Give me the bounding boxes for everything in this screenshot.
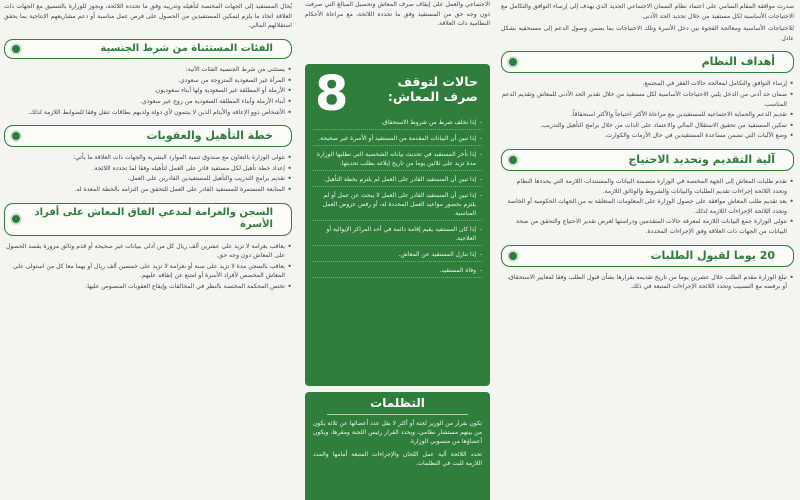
list-item: - إذا تبين أن المستفيد القادر على العمل لا يبحث عن عمل أو لم يلتزم بحضور مواعيد العمل المحددة له، أو رفض عروض العمل المناسبة. (313, 191, 482, 221)
list-item: • ضمان حد أدنى من الدخل يلبي الاحتياجات الأساسية لكل مستفيد من خلال تقدير الحد الأدنى للمعاش وتقديم الدعم المناسب. (501, 90, 794, 109)
stop-cases-list (313, 118, 482, 278)
section-title: الفئات المستثناة من شرط الجنسية (100, 42, 273, 54)
list-item: - وفاة المستفيد. (313, 266, 482, 278)
list-item: • تقديم برامج التدريب والتأهيل للمستفيدين القادرين على العمل. (4, 174, 292, 184)
list-item: • إعداد خطة تأهيل لكل مستفيد قادر على العمل لتأهيله وفقا لما تحدده اللائحة. (4, 164, 292, 174)
grievances-panel (305, 392, 490, 500)
paragraph: للاحتياجات الأساسية ومعالجة الفجوة بين دخل الأسرة وتلك الاحتياجات بما يضمن وصول الدعم إلى مستحقيه بشكل عادل (501, 25, 794, 42)
penalty-list (4, 242, 292, 292)
mechanism-list (501, 177, 794, 237)
list-item: - إذا تبين أن المستفيد القادر على العمل لم يلتزم بخطة التأهيل. (313, 175, 482, 187)
bullet-dot-icon (507, 154, 519, 166)
list-item: • وضع الآليات التي تضمن مساعدة المستفيدين في حال الأزمات والكوارث. (501, 131, 794, 141)
panel-title-line: حالات لتوقف (397, 74, 478, 89)
section-title: آلية التقديم وتحديد الاحتياج (628, 152, 775, 166)
rehab-list (4, 153, 292, 194)
section-header-goals (501, 51, 794, 73)
section-header-exempt-groups (4, 39, 292, 60)
list-item: • تبلغ الوزارة مقدم الطلب خلال عشرين يوما من تاريخ تقديمه بقرارها بشأن قبول الطلب وفقا لمعايير الاستحقاق، أو برفضه مع التسبيب وتحدد اللائحة الإجراءات المتبعة في ذلك. (501, 273, 794, 292)
list-item: • الأرملة أو المطلقة غير السعودية ولها أبناء سعوديون. (4, 86, 292, 96)
paragraph: صدرت موافقة المقام السامي على اعتماد نظام الضمان الاجتماعي الجديد الذي يهدف إلى إرساء التوافق والتكامل مع الاحتياجات الأساسية لكل مستفيد من خلال تحديد الحد الأدنى (501, 3, 794, 20)
panel-title-line: صرف المعاش: (387, 89, 478, 104)
stop-cases-panel (305, 64, 490, 386)
panel-number: 8 (315, 66, 349, 122)
section-title: 20 يوما لقبول الطلبات (650, 248, 775, 262)
left-intro (4, 0, 292, 31)
bullet-dot-icon (507, 56, 519, 68)
list-item: - إذا كان المستفيد يقيم إقامة دائمة في أحد المراكز الإيوائية أو العلاجية. (313, 225, 482, 246)
bullet-dot-icon (10, 213, 22, 225)
bullet-dot-icon (10, 43, 22, 55)
list-item: • إرساء التوافق والتكامل لمعالجة حالات الفقر في المجتمع. (501, 79, 794, 89)
panel-title: التظلمات (327, 396, 468, 415)
list-item: • يعد تقديم طلب المعاش موافقة على حصول الوزارة على المعلومات المتعلقة به من الجهات الحكومية أو الخاصة وتحدد اللائحة الإجراءات اللازمة لذلك. (501, 197, 794, 216)
left-column (0, 0, 300, 500)
section-title: أهداف النظام (701, 55, 775, 69)
section-header-mechanism (501, 149, 794, 171)
list-item: • المرأة غير السعودية المتزوجة من سعودي. (4, 76, 292, 86)
list-item: • يعاقب بالسجن مدة لا تزيد على سنة أو بغرامة لا تزيد على خمسين ألف ريال أو بهما معا كل من استولى على المعاش المخصص لأفراد الأسرة أو امتنع عن إنفاقه عليهم. (4, 262, 292, 281)
middle-intro (305, 0, 490, 62)
list-item: - إذا تأخر المستفيد في تحديث بياناته الشخصية التي تطلبها الوزارة مدة تزيد على ثلاثين يوما من تاريخ إبلاغه بطلب تحديثها. (313, 150, 482, 171)
section-header-penalty (4, 203, 292, 236)
list-item: • أبناء الأرملة وأبناء المطلقة السعودية من زوج غير سعودي. (4, 97, 292, 107)
groups-list (4, 65, 292, 117)
list-item: • تتولى الوزارة بالتعاون مع صندوق تنمية الموارد البشرية والجهات ذات العلاقة ما يأتي: (4, 153, 292, 163)
list-item: - إذا تخلف شرط من شروط الاستحقاق. (313, 118, 482, 130)
list-item: • تقدم طلبات المعاش إلى الجهة المختصة في الوزارة متضمنة البيانات والمستندات اللازمة التي يحددها النظام وتحدد اللائحة إجراءات تقديم الطلبات والبيانات والشروط والوثائق اللازمة. (501, 177, 794, 196)
section-header-rehab (4, 125, 292, 147)
list-item: • المتابعة المستمرة للمستفيد القادر على العمل للتحقق من التزامه بالخطة المعدة له. (4, 185, 292, 195)
list-item: • يعاقب بغرامة لا تزيد على عشرين ألف ريال كل من أدلى ببيانات غير صحيحة أو قدم وثائق مزورة بقصد الحصول على المعاش دون وجه حق. (4, 242, 292, 261)
right-column (495, 0, 800, 500)
list-item: • تتولى الوزارة جمع البيانات اللازمة لمعرفة حالات المتقدمين ودراستها لغرض تقدير الاحتياج والتحقق من صحة البيانات من الجهات ذات العلاقة وفق الإجراءات المحددة. (501, 217, 794, 236)
paragraph: تكون بقرار من الوزير لجنة أو أكثر لا يقل عدد أعضائها عن ثلاثة يكون من بينهم مستشار نظامي، ويحدد القرار رئيس اللجنة ومقرها، ويكون أعضاؤها من منسوبي الوزارة. (313, 420, 482, 446)
list-item: • تقديم الدعم والحماية الاجتماعية للمستفيدين مع مراعاة الأكثر احتياجاً والأكثر استحقاقاً. (501, 110, 794, 120)
paragraph: تحدد اللائحة آلية عمل اللجان والإجراءات المتبعة أمامها والمدد اللازمة للبت في التظلمات. (313, 450, 482, 467)
right-intro (501, 0, 794, 43)
goals-list (501, 79, 794, 141)
days-list (501, 273, 794, 292)
middle-column (305, 0, 490, 500)
list-item: • يستثنى من شرط الجنسية الفئات الآتية: (4, 65, 292, 75)
paragraph: الاجتماعي والعمل على إيقاف صرف المعاش وتحصيل المبالغ التي صرفت دون وجه حق من المستفيد وفق ما تحدده اللائحة، مع مراعاة الأحكام النظامية ذات العلاقة. (305, 1, 490, 28)
section-header-20-days (501, 245, 794, 267)
bullet-dot-icon (507, 250, 519, 262)
list-item: - إذا تنازل المستفيد عن المعاش. (313, 250, 482, 262)
list-item: • تمكين المستفيد من تحقيق الاستقلال المالي والاعتماد على الذات من خلال برامج التأهيل والتدريب. (501, 121, 794, 131)
list-item: - إذا تبين أن البيانات المقدمة من المستفيد أو الأسرة غير صحيحة. (313, 134, 482, 146)
bullet-dot-icon (10, 130, 22, 142)
list-item: • الأشخاص ذوو الإعاقة والأيتام الذين لا ينتمون لأي دولة ولديهم بطاقات تنقل وفقا للضوابط اللازمة لذلك. (4, 108, 292, 118)
list-item: • تختص المحكمة المختصة بالنظر في المخالفات وإيقاع العقوبات المنصوص عليها. (4, 282, 292, 292)
section-title: السجن والغرامة لمدعي الفاق المعاش على أفراد الأسرة (34, 206, 273, 231)
section-title: خطة التأهيل والعقوبات (146, 129, 273, 143)
paragraph: يُحال المستفيد إلى الجهات المختصة لتأهيله وتدريبه وفق ما تحدده اللائحة، ويجوز للوزارة بالتنسيق مع الجهات ذات العلاقة اتخاذ ما يلزم لتمكين المستفيدين من الحصول على فرص عمل مناسبة أو دعم مشاريعهم الإنتاجية بما يحقق استقلالهم المالي. (4, 3, 292, 30)
